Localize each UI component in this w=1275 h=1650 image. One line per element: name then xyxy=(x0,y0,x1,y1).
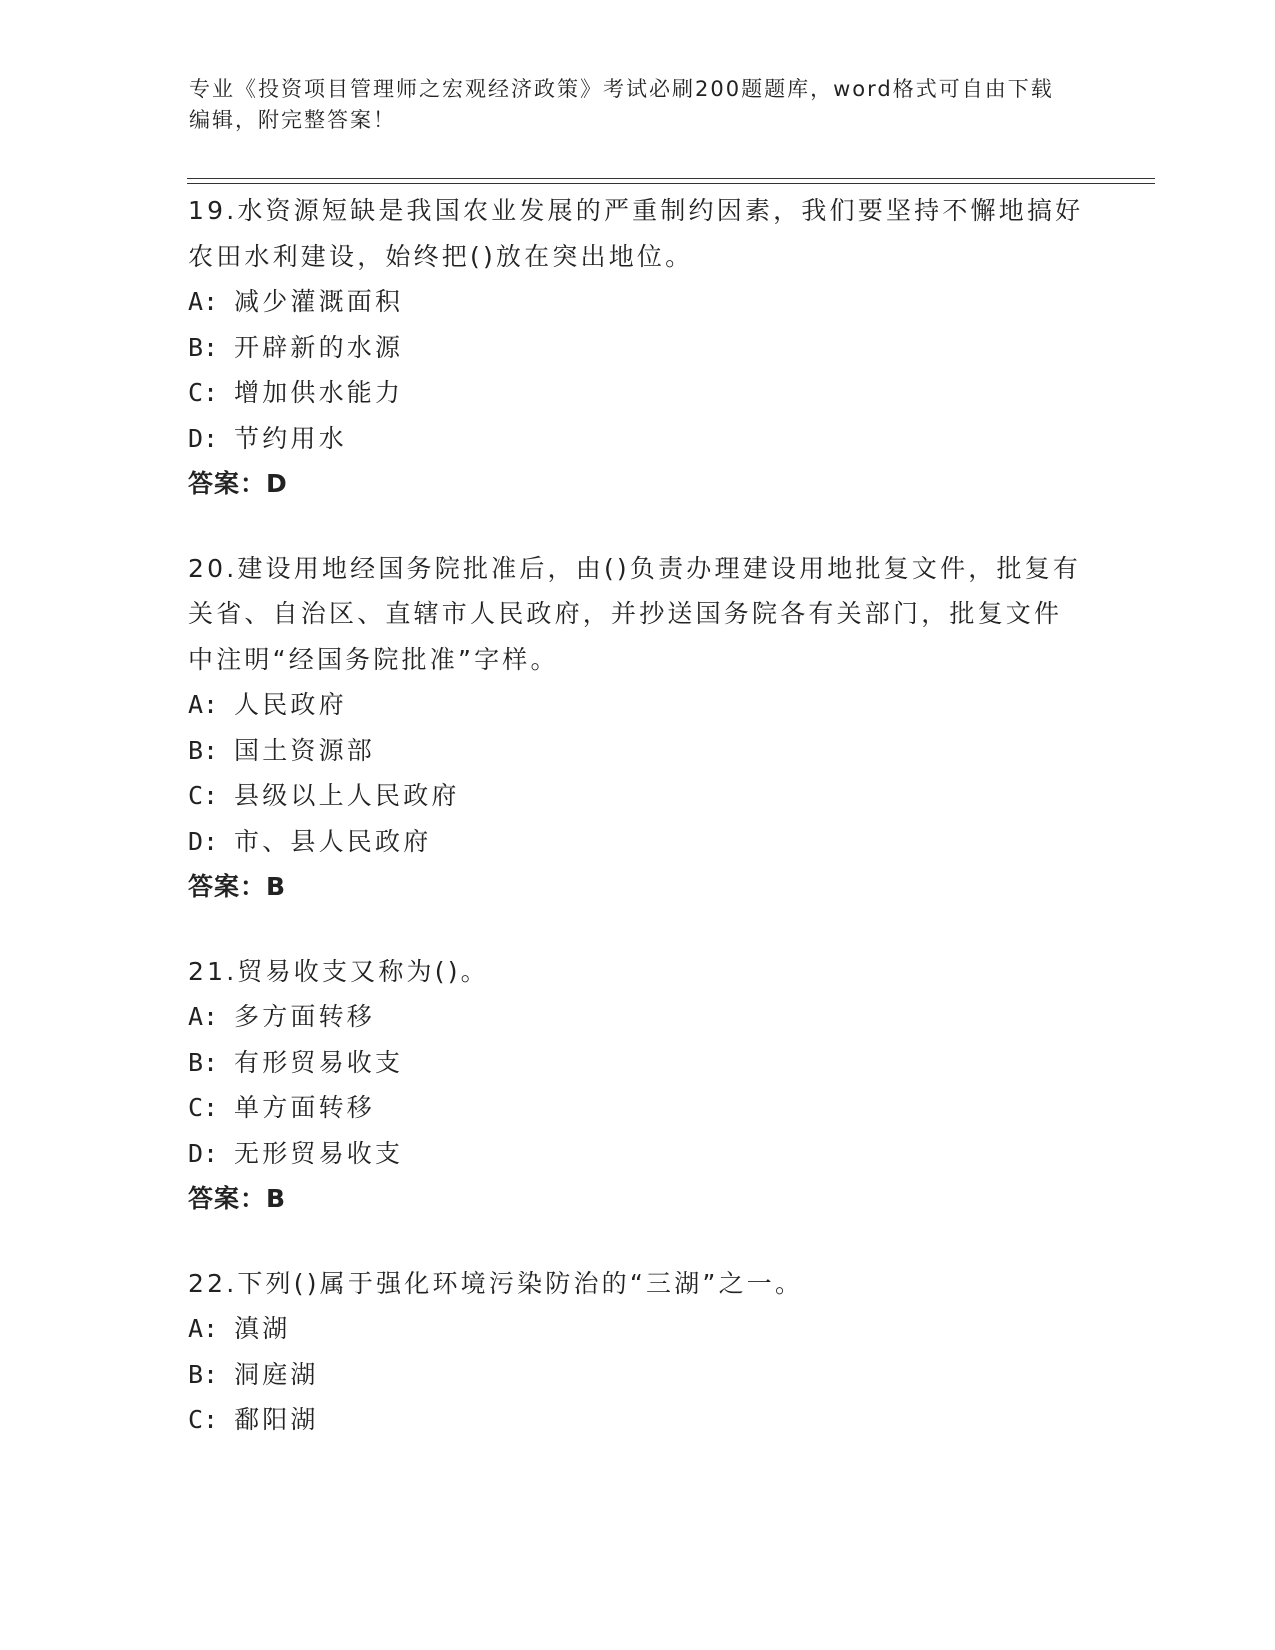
option-text: 多方面转移 xyxy=(234,1002,376,1031)
option-key: D: xyxy=(188,826,219,856)
option-b xyxy=(188,1352,1088,1398)
option-text: 县级以上人民政府 xyxy=(234,781,460,810)
option-a xyxy=(188,682,1088,728)
option-key: A: xyxy=(188,287,219,316)
header-divider-top xyxy=(187,178,1155,179)
option-d xyxy=(188,416,1088,462)
option-text: 滇湖 xyxy=(234,1314,291,1343)
question-list xyxy=(188,188,1088,1482)
option-key: B: xyxy=(188,1359,219,1389)
option-key: D: xyxy=(188,1138,219,1168)
question-stem: 22.下列()属于强化环境污染防治的“三湖”之一。 xyxy=(188,1268,804,1298)
option-text: 开辟新的水源 xyxy=(234,332,404,362)
option-text: 人民政府 xyxy=(234,690,347,719)
option-text: 节约用水 xyxy=(234,423,347,453)
answer-line: 答案：B xyxy=(188,1184,287,1213)
option-b xyxy=(188,325,1088,371)
option-b xyxy=(188,1040,1088,1086)
option-c xyxy=(188,370,1088,416)
option-b xyxy=(188,728,1088,774)
answer-line: 答案：D xyxy=(188,469,288,498)
option-text: 减少灌溉面积 xyxy=(234,287,404,316)
option-text: 增加供水能力 xyxy=(234,378,404,407)
option-key: B: xyxy=(188,735,219,765)
question-19 xyxy=(188,188,1088,507)
option-text: 单方面转移 xyxy=(234,1093,376,1122)
option-key: C: xyxy=(188,1093,219,1122)
option-d xyxy=(188,819,1088,865)
question-22 xyxy=(188,1261,1088,1443)
answer-line: 答案：B xyxy=(188,872,287,901)
option-d xyxy=(188,1131,1088,1177)
option-key: A: xyxy=(188,1314,219,1343)
option-text: 国土资源部 xyxy=(234,735,376,765)
option-a xyxy=(188,1306,1088,1352)
option-c xyxy=(188,773,1088,819)
question-20 xyxy=(188,546,1088,910)
option-text: 洞庭湖 xyxy=(234,1359,319,1389)
option-key: C: xyxy=(188,378,219,407)
option-text: 有形贸易收支 xyxy=(234,1047,404,1077)
option-text: 鄱阳湖 xyxy=(234,1405,319,1434)
option-key: B: xyxy=(188,332,219,362)
document-intro: 专业《投资项目管理师之宏观经济政策》考试必刷200题题库，word格式可自由下载编辑，附完整答案！ xyxy=(189,77,1054,132)
option-text: 市、县人民政府 xyxy=(234,826,432,856)
option-key: C: xyxy=(188,1405,219,1434)
option-c xyxy=(188,1085,1088,1131)
option-key: B: xyxy=(188,1047,219,1077)
question-stem: 19.水资源短缺是我国农业发展的严重制约因素，我们要坚持不懈地搞好农田水利建设，始终把()放在突出地位。 xyxy=(188,196,1084,271)
question-stem: 21.贸易收支又称为()。 xyxy=(188,956,489,986)
option-a xyxy=(188,994,1088,1040)
question-stem: 20.建设用地经国务院批准后，由()负责办理建设用地批复文件，批复有关省、自治区、直辖市人民政府，并抄送国务院各有关部门，批复文件中注明“经国务院批准”字样。 xyxy=(188,553,1082,674)
option-key: A: xyxy=(188,690,219,719)
option-key: C: xyxy=(188,781,219,810)
option-key: D: xyxy=(188,423,219,453)
option-c xyxy=(188,1397,1088,1443)
header-divider-bottom xyxy=(187,183,1155,184)
question-21 xyxy=(188,949,1088,1222)
option-key: A: xyxy=(188,1002,219,1031)
option-a xyxy=(188,279,1088,325)
option-text: 无形贸易收支 xyxy=(234,1138,404,1168)
